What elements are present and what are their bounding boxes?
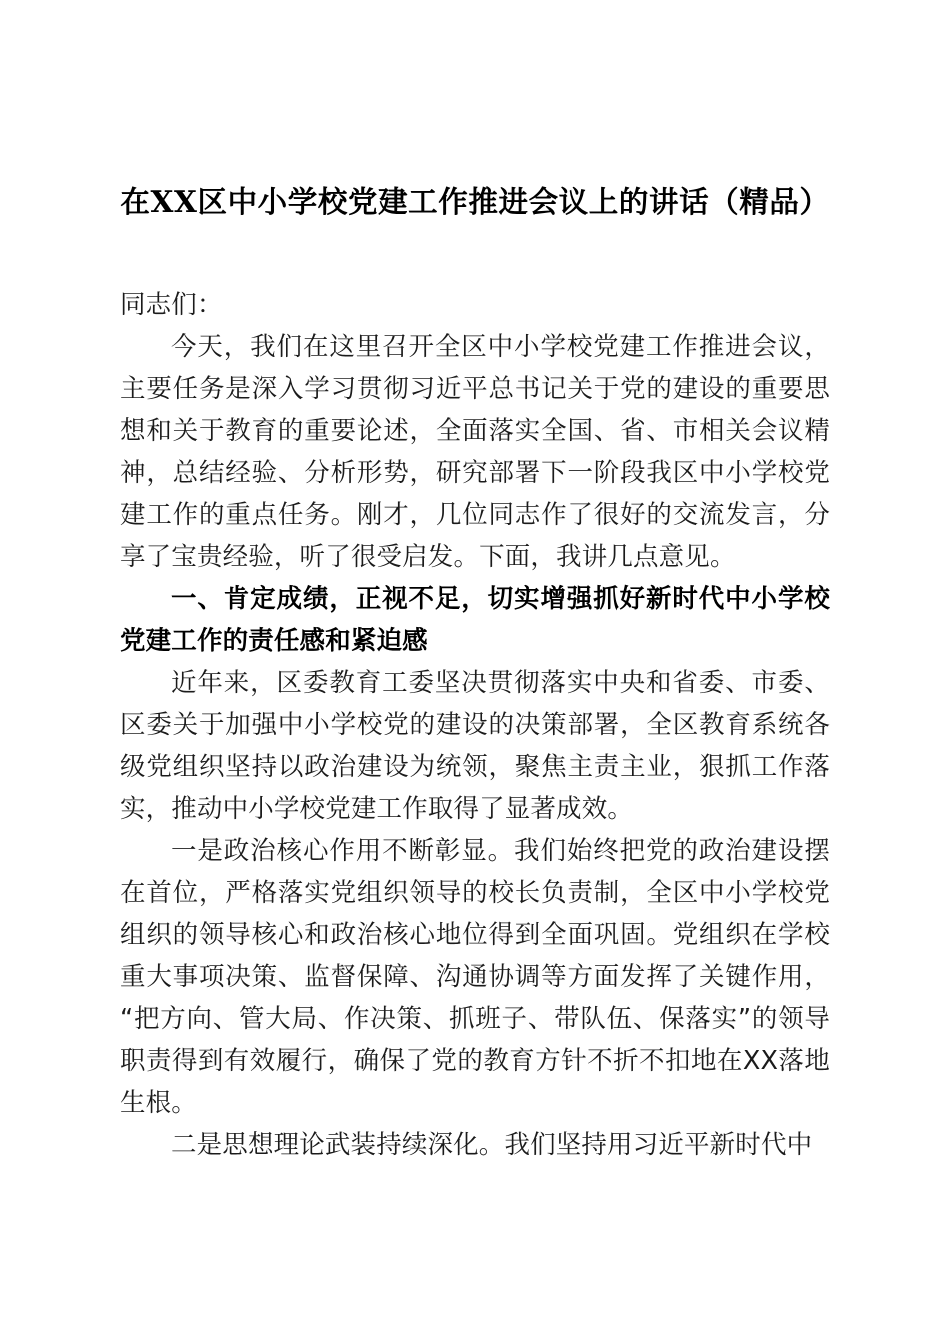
- opening-paragraph: 今天，我们在这里召开全区中小学校党建工作推进会议，主要任务是深入学习贯彻习近平总书记关于党的建设的重要思想和关于教育的重要论述，全面落实全国、省、市相关会议精神，总结经验、分析形势，研究部署下一阶段我区中小学校党建工作的重点任务。刚才，几位同志作了很好的交流发言，分享了宝贵经验，听了很受启发。下面，我讲几点意见。: [120, 332, 830, 572]
- document-body: [120, 0, 830, 1166]
- section-one-heading: 一、肯定成绩，正视不足，切实增强抓好新时代中小学校党建工作的责任感和紧迫感: [120, 584, 830, 656]
- point-one-paragraph: 一是政治核心作用不断彰显。我们始终把党的政治建设摆在首位，严格落实党组织领导的校长负责制，全区中小学校党组织的领导核心和政治核心地位得到全面巩固。党组织在学校重大事项决策、监督保障、沟通协调等方面发挥了关键作用，“把方向、管大局、作决策、抓班子、带队伍、保落实”的领导职责得到有效履行，确保了党的教育方针不折不扣地在XX落地生根。: [120, 836, 830, 1118]
- salutation-paragraph: 同志们：: [120, 290, 223, 320]
- page-title: 在XX区中小学校党建工作推进会议上的讲话（精品）: [120, 184, 830, 219]
- point-two-paragraph: 二是思想理论武装持续深化。我们坚持用习近平新时代中: [171, 1130, 813, 1160]
- section-one-intro-paragraph: 近年来，区委教育工委坚决贯彻落实中央和省委、市委、区委关于加强中小学校党的建设的决策部署，全区教育系统各级党组织坚持以政治建设为统领，聚焦主责主业，狠抓工作落实，推动中小学校党建工作取得了显著成效。: [120, 668, 830, 824]
